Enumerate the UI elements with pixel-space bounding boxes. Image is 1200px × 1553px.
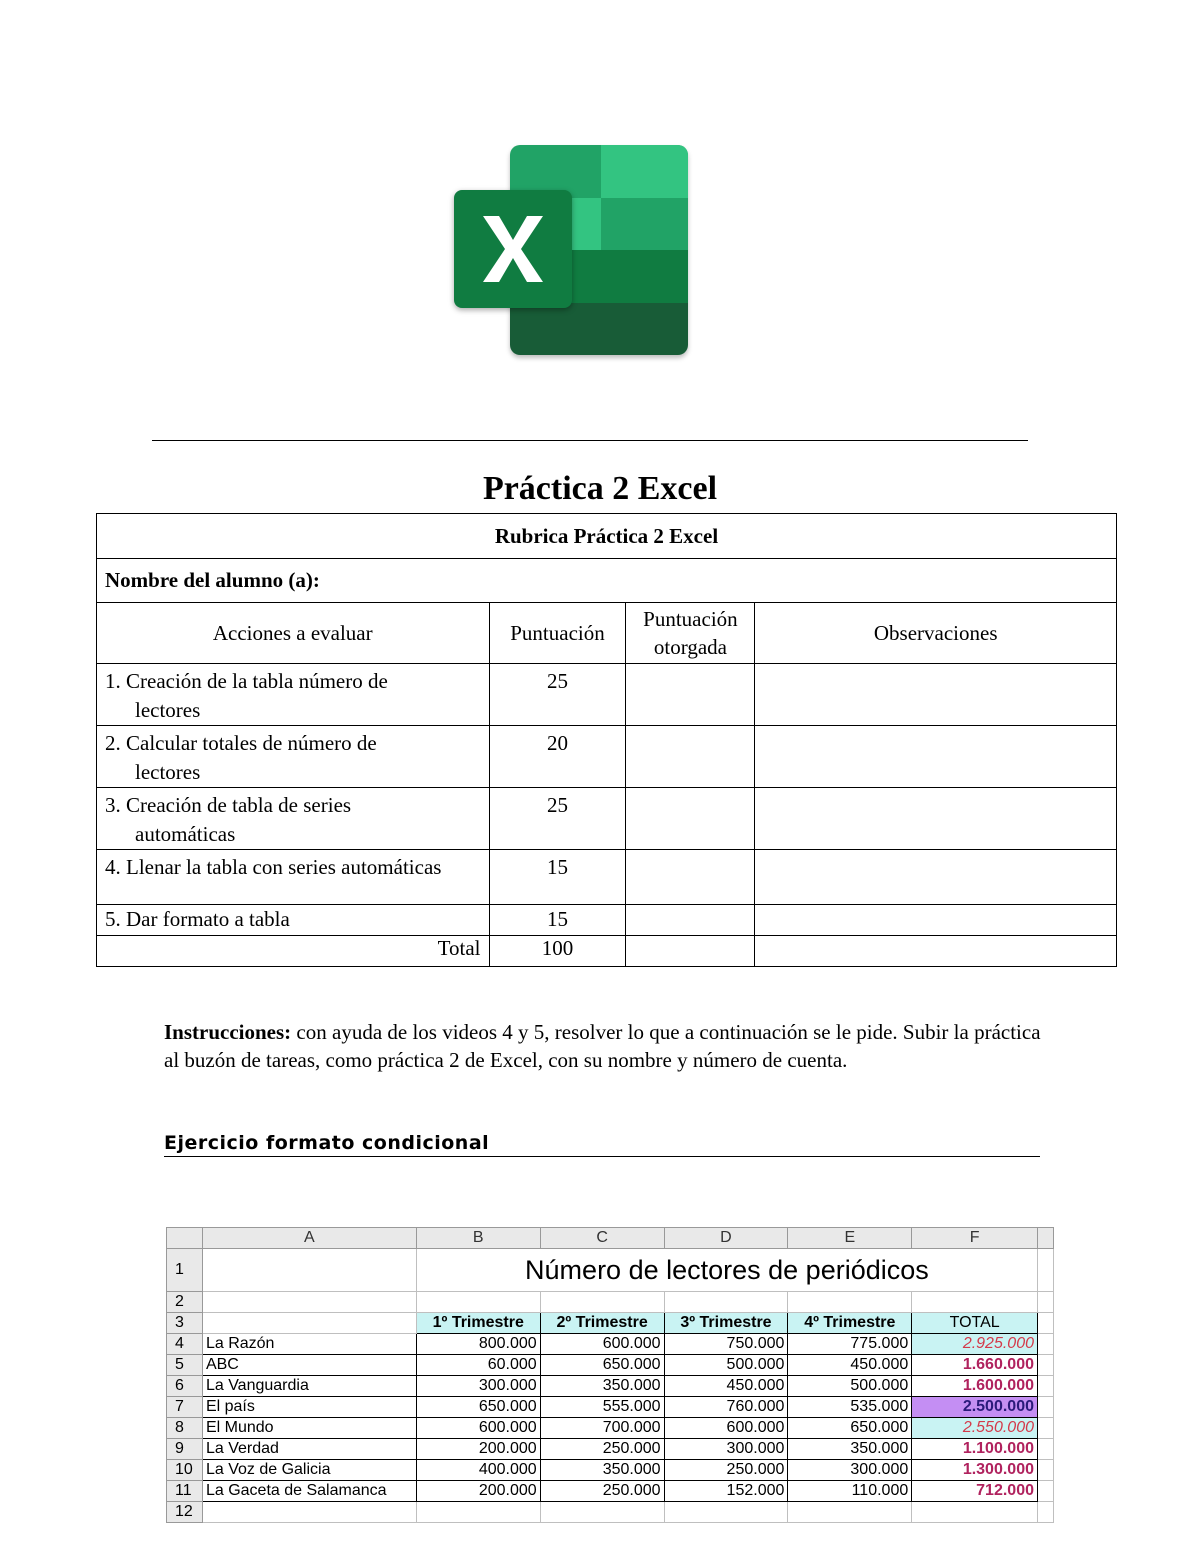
rubric-item-4: 4. Llenar la tabla con series automáticas [97, 850, 490, 905]
rubric-awarded-5 [626, 905, 755, 936]
col-letter-e: E [788, 1228, 912, 1249]
row-number: 9 [167, 1439, 203, 1460]
page-title: Práctica 2 Excel [482, 470, 718, 507]
value-cell: 250.000 [664, 1460, 788, 1481]
value-cell: 500.000 [664, 1355, 788, 1376]
total-cell: 1.660.000 [912, 1355, 1038, 1376]
total-cell: 2.550.000 [912, 1418, 1038, 1439]
row-number: 12 [167, 1502, 203, 1523]
value-cell: 650.000 [416, 1397, 540, 1418]
logo-x-tile [454, 190, 572, 308]
row-number: 3 [167, 1313, 203, 1334]
value-cell: 110.000 [788, 1481, 912, 1502]
newspaper-name: La Vanguardia [202, 1376, 416, 1397]
row-number: 10 [167, 1460, 203, 1481]
rubric-awarded-4 [626, 850, 755, 905]
row-number: 1 [167, 1249, 203, 1292]
cell-a1 [202, 1249, 416, 1292]
total-observations [755, 936, 1117, 967]
rubric-observations-1 [755, 664, 1117, 726]
rubric-points-2: 20 [489, 726, 626, 788]
value-cell: 250.000 [540, 1439, 664, 1460]
header-total: TOTAL [912, 1313, 1038, 1334]
total-cell: 1.600.000 [912, 1376, 1038, 1397]
rubric-awarded-2 [626, 726, 755, 788]
rubric-points-1: 25 [489, 664, 626, 726]
newspaper-name: La Razón [202, 1334, 416, 1355]
rubric-item-5: 5. Dar formato a tabla [97, 905, 490, 936]
row-number: 8 [167, 1418, 203, 1439]
exercise-title: Ejercicio formato condicional [164, 1132, 1040, 1157]
row-number: 7 [167, 1397, 203, 1418]
value-cell: 555.000 [540, 1397, 664, 1418]
instructions-label: Instrucciones: [164, 1020, 292, 1044]
value-cell: 500.000 [788, 1376, 912, 1397]
rubric-awarded-3 [626, 788, 755, 850]
header-q2: 2º Trimestre [540, 1313, 664, 1334]
col-header-actions: Acciones a evaluar [97, 603, 490, 664]
value-cell: 760.000 [664, 1397, 788, 1418]
total-label: Total [97, 936, 490, 967]
total-cell: 1.100.000 [912, 1439, 1038, 1460]
header-q4: 4º Trimestre [788, 1313, 912, 1334]
row-number: 6 [167, 1376, 203, 1397]
value-cell: 600.000 [416, 1418, 540, 1439]
rubric-points-5: 15 [489, 905, 626, 936]
value-cell: 450.000 [788, 1355, 912, 1376]
value-cell: 300.000 [416, 1376, 540, 1397]
row-number: 2 [167, 1292, 203, 1313]
row-number: 5 [167, 1355, 203, 1376]
newspaper-name: ABC [202, 1355, 416, 1376]
rubric-observations-4 [755, 850, 1117, 905]
rubric-observations-5 [755, 905, 1117, 936]
rubric-awarded-1 [626, 664, 755, 726]
value-cell: 300.000 [664, 1439, 788, 1460]
value-cell: 350.000 [788, 1439, 912, 1460]
col-letter-g-edge [1038, 1228, 1054, 1249]
value-cell: 650.000 [788, 1418, 912, 1439]
col-header-observations: Observaciones [755, 603, 1117, 664]
value-cell: 152.000 [664, 1481, 788, 1502]
rubric-heading: Rubrica Práctica 2 Excel [97, 514, 1117, 559]
rubric-item-2: 2. Calcular totales de número de lectores [97, 726, 490, 788]
value-cell: 250.000 [540, 1481, 664, 1502]
instructions-text: con ayuda de los videos 4 y 5, resolver lo que a continuación se le pide. Subir la práctica al buzón de tareas, como práctica 2 de Excel, con su nombre y número de cuenta. [164, 1020, 1041, 1072]
rubric-points-4: 15 [489, 850, 626, 905]
spreadsheet-image [166, 1227, 1054, 1527]
instructions-paragraph [164, 1018, 1044, 1074]
sheet-corner [167, 1228, 203, 1249]
header-q3: 3º Trimestre [664, 1313, 788, 1334]
value-cell: 800.000 [416, 1334, 540, 1355]
rubric-observations-2 [755, 726, 1117, 788]
excel-logo-icon [452, 143, 692, 358]
total-cell: 1.300.000 [912, 1460, 1038, 1481]
newspaper-name: El país [202, 1397, 416, 1418]
value-cell: 400.000 [416, 1460, 540, 1481]
total-cell: 2.500.000 [912, 1397, 1038, 1418]
spreadsheet-grid [166, 1227, 1054, 1523]
newspaper-name: La Voz de Galicia [202, 1460, 416, 1481]
rubric-points-3: 25 [489, 788, 626, 850]
newspaper-name: La Verdad [202, 1439, 416, 1460]
rubric-item-3: 3. Creación de tabla de series automáticas [97, 788, 490, 850]
newspaper-name: El Mundo [202, 1418, 416, 1439]
newspaper-name: La Gaceta de Salamanca [202, 1481, 416, 1502]
row-number: 4 [167, 1334, 203, 1355]
value-cell: 600.000 [664, 1418, 788, 1439]
value-cell: 300.000 [788, 1460, 912, 1481]
col-header-awarded: Puntuación otorgada [626, 603, 755, 664]
value-cell: 750.000 [664, 1334, 788, 1355]
col-letter-c: C [540, 1228, 664, 1249]
value-cell: 700.000 [540, 1418, 664, 1439]
col-letter-b: B [416, 1228, 540, 1249]
rubric-item-1: 1. Creación de la tabla número de lectores [97, 664, 490, 726]
value-cell: 200.000 [416, 1439, 540, 1460]
value-cell: 200.000 [416, 1481, 540, 1502]
col-header-points: Puntuación [489, 603, 626, 664]
rubric-table [96, 513, 1117, 967]
value-cell: 775.000 [788, 1334, 912, 1355]
col-letter-d: D [664, 1228, 788, 1249]
value-cell: 450.000 [664, 1376, 788, 1397]
rubric-observations-3 [755, 788, 1117, 850]
value-cell: 600.000 [540, 1334, 664, 1355]
total-cell: 2.925.000 [912, 1334, 1038, 1355]
student-name-field: Nombre del alumno (a): [97, 559, 1117, 603]
sheet-title: Número de lectores de periódicos [416, 1249, 1037, 1292]
x-letter-icon [481, 214, 545, 284]
total-cell: 712.000 [912, 1481, 1038, 1502]
col-letter-a: A [202, 1228, 416, 1249]
value-cell: 350.000 [540, 1376, 664, 1397]
value-cell: 650.000 [540, 1355, 664, 1376]
header-q1: 1º Trimestre [416, 1313, 540, 1334]
value-cell: 535.000 [788, 1397, 912, 1418]
total-awarded [626, 936, 755, 967]
total-value: 100 [489, 936, 626, 967]
value-cell: 60.000 [416, 1355, 540, 1376]
col-letter-f: F [912, 1228, 1038, 1249]
top-divider [152, 440, 1028, 441]
row-number: 11 [167, 1481, 203, 1502]
value-cell: 350.000 [540, 1460, 664, 1481]
